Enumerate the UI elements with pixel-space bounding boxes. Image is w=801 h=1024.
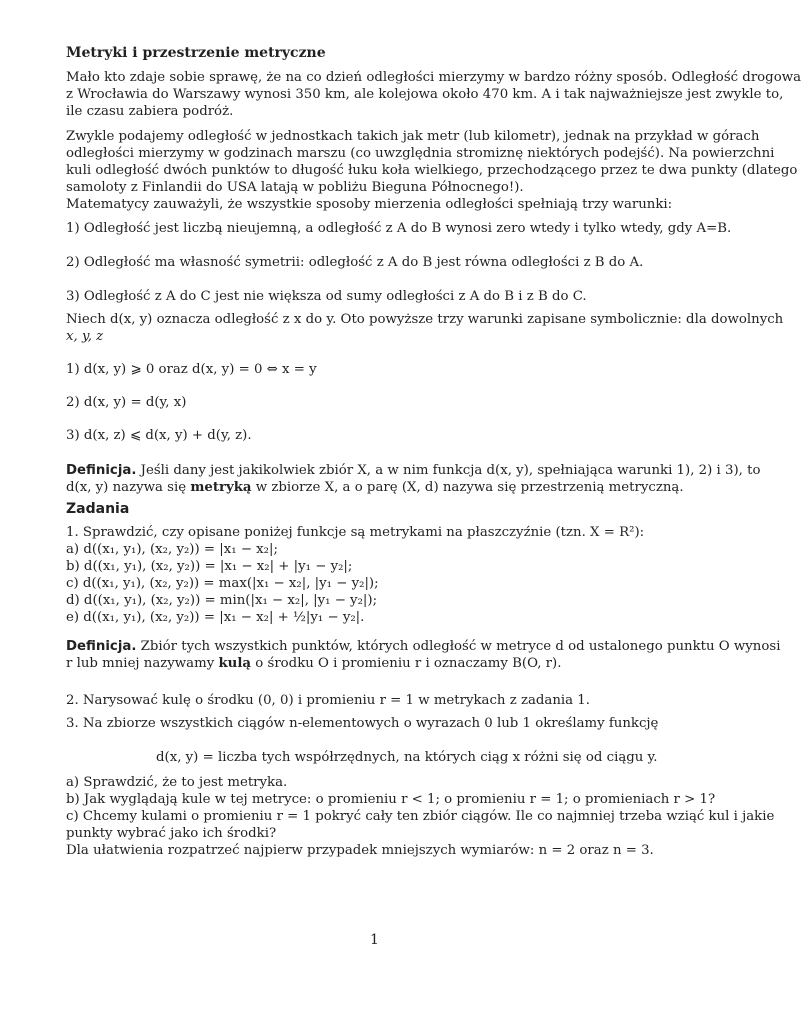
tasks-heading: Zadania — [66, 501, 130, 517]
task-1-item: a) d((x₁, y₁), (x₂, y₂)) = |x₁ − x₂|; — [66, 542, 278, 557]
symbolic-intro-line: x, y, z — [66, 329, 104, 344]
page-number: 1 — [370, 932, 379, 948]
condition-2: 2) Odległość ma własność symetrii: odległość z A do B jest równa odległości z B do A. — [66, 255, 644, 270]
task-1-intro: 1. Sprawdzić, czy opisane poniżej funkcje są metrykami na płaszczyźnie (tzn. X = R²): — [66, 525, 645, 540]
document-title: Metryki i przestrzenie metryczne — [66, 45, 326, 61]
definition-term: kulą — [218, 656, 252, 671]
definition-text: Jeśli dany jest jakikolwiek zbiór X, a w nim funkcja d(x, y), spełniająca warunki 1), 2) i 3), to — [140, 463, 761, 478]
task-3-item: c) Chcemy kulami o promieniu r = 1 pokryć cały ten zbiór ciągów. Ile co najmniej trzeba wziąć kul i jakie — [66, 809, 775, 824]
intro-line: odległości mierzymy w godzinach marszu (co uwzględnia stromiznę niektórych podejść). Na powierzchni — [66, 146, 775, 161]
definition-text: Zbiór tych wszystkich punktów, których odległość w metryce d od ustalonego punktu O wynosi — [140, 639, 781, 654]
definition-text: r lub mniej nazywamy — [66, 656, 215, 671]
intro-line: z Wrocławia do Warszawy wynosi 350 km, ale kolejowa około 470 km. A i tak najważniejsze jest zwykle to, — [66, 87, 784, 102]
definition-text: d(x, y) nazywa się — [66, 480, 187, 495]
definition-metric-line2 — [66, 479, 684, 496]
task-3-item: punkty wybrać jako ich środki? — [66, 826, 277, 841]
task-3-intro: 3. Na zbiorze wszystkich ciągów n-elementowych o wyrazach 0 lub 1 określamy funkcję — [66, 716, 659, 731]
task-1-item: b) d((x₁, y₁), (x₂, y₂)) = |x₁ − x₂| + |y₁ − y₂|; — [66, 559, 353, 574]
symbolic-intro-line: Niech d(x, y) oznacza odległość z x do y. Oto powyższe trzy warunki zapisane symbolicznie: dla dowolnych — [66, 312, 784, 327]
definition-ball-line2 — [66, 655, 561, 672]
formula-2: 2) d(x, y) = d(y, x) — [66, 395, 187, 410]
condition-3: 3) Odległość z A do C jest nie większa od sumy odległości z A do B i z B do C. — [66, 289, 587, 304]
definition-metric — [66, 462, 761, 479]
intro-line: Matematycy zauważyli, że wszystkie sposoby mierzenia odległości spełniają trzy warunki: — [66, 197, 673, 212]
definition-text: w zbiorze X, a o parę (X, d) nazywa się przestrzenią metryczną. — [255, 480, 684, 495]
task-1-item: c) d((x₁, y₁), (x₂, y₂)) = max(|x₁ − x₂|, |y₁ − y₂|); — [66, 576, 379, 591]
task-2: 2. Narysować kulę o środku (0, 0) i promieniu r = 1 w metrykach z zadania 1. — [66, 693, 590, 708]
task-3-item: Dla ułatwienia rozpatrzeć najpierw przypadek mniejszych wymiarów: n = 2 oraz n = 3. — [66, 843, 654, 858]
intro-line: Mało kto zdaje sobie sprawę, że na co dzień odległości mierzymy w bardzo różny sposób. Odległość drogowa — [66, 70, 801, 85]
task-1-item: d) d((x₁, y₁), (x₂, y₂)) = min(|x₁ − x₂|, |y₁ − y₂|); — [66, 593, 378, 608]
definition-label: Definicja. — [66, 639, 137, 654]
task-3-item: a) Sprawdzić, że to jest metryka. — [66, 775, 288, 790]
definition-text: o środku O i promieniu r i oznaczamy B(O, r). — [255, 656, 562, 671]
definition-term: metryką — [190, 480, 252, 495]
definition-label: Definicja. — [66, 463, 137, 478]
intro-line: Zwykle podajemy odległość w jednostkach takich jak metr (lub kilometr), jednak na przykład w górach — [66, 129, 760, 144]
formula-3: 3) d(x, z) ⩽ d(x, y) + d(y, z). — [66, 428, 252, 443]
intro-line: ile czasu zabiera podróż. — [66, 104, 234, 119]
formula-1: 1) d(x, y) ⩾ 0 oraz d(x, y) = 0 ⇔ x = y — [66, 362, 317, 377]
definition-ball — [66, 638, 780, 655]
intro-line: samoloty z Finlandii do USA latają w pobliżu Bieguna Północnego!). — [66, 180, 524, 195]
task-1-item: e) d((x₁, y₁), (x₂, y₂)) = |x₁ − x₂| + ½|y₁ − y₂|. — [66, 610, 365, 625]
task-3-item: b) Jak wyglądają kule w tej metryce: o promieniu r < 1; o promieniu r = 1; o promieniach r > 1? — [66, 792, 716, 807]
task-3-formula: d(x, y) = liczba tych współrzędnych, na których ciąg x różni się od ciągu y. — [156, 750, 658, 765]
condition-1: 1) Odległość jest liczbą nieujemną, a odległość z A do B wynosi zero wtedy i tylko wtedy, gdy A=B. — [66, 221, 732, 236]
intro-line: kuli odległość dwóch punktów to długość łuku koła wielkiego, przechodzącego przez te dwa punkty (dlatego — [66, 163, 798, 178]
